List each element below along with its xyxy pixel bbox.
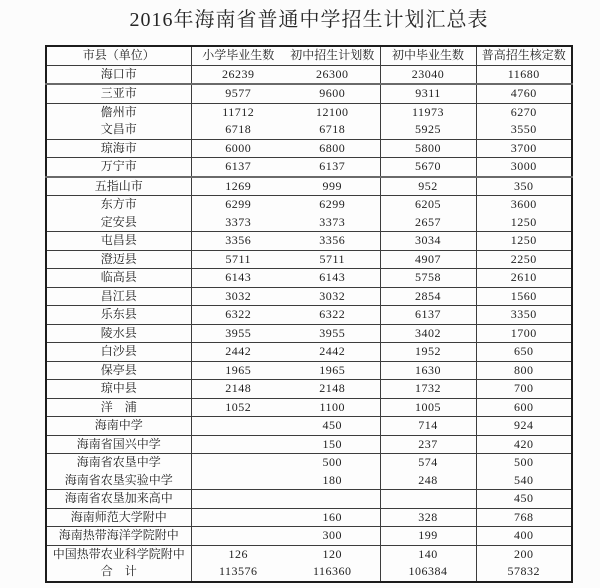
value-cell: 1965	[285, 361, 380, 380]
value-cell: 3356	[191, 232, 285, 251]
value-cell: 1732	[380, 380, 476, 399]
value-cell: 924	[476, 417, 572, 436]
table-row	[46, 250, 572, 269]
value-cell: 1052	[191, 398, 285, 417]
value-cell: 600	[476, 398, 572, 417]
table-row	[46, 269, 572, 288]
unit-cell: 合 计	[46, 563, 191, 582]
value-cell: 180	[285, 472, 380, 490]
table-row	[46, 158, 572, 177]
value-cell: 2854	[380, 287, 476, 306]
value-cell: 6322	[285, 306, 380, 325]
unit-cell: 万宁市	[46, 158, 191, 177]
value-cell: 11680	[476, 65, 572, 84]
value-cell: 160	[285, 508, 380, 527]
unit-cell: 三亚市	[46, 84, 191, 103]
value-cell: 2657	[380, 214, 476, 232]
value-cell: 26300	[285, 65, 380, 84]
value-cell	[380, 490, 476, 509]
value-cell	[191, 472, 285, 490]
page-title: 2016年海南省普通中学招生计划汇总表	[129, 9, 489, 31]
unit-cell: 中国热带农业科学院附中	[46, 545, 191, 563]
table-row	[46, 563, 572, 582]
value-cell: 350	[476, 177, 572, 196]
value-cell: 5711	[191, 250, 285, 269]
unit-cell: 儋州市	[46, 103, 191, 121]
value-cell: 3373	[191, 214, 285, 232]
value-cell: 6143	[191, 269, 285, 288]
unit-cell: 屯昌县	[46, 232, 191, 251]
value-cell: 6299	[285, 196, 380, 214]
value-cell: 9600	[285, 84, 380, 103]
table-row	[46, 232, 572, 251]
value-cell	[191, 490, 285, 509]
value-cell: 116360	[285, 563, 380, 582]
value-cell	[191, 508, 285, 527]
value-cell: 3550	[476, 121, 572, 139]
value-cell: 1005	[380, 398, 476, 417]
value-cell: 9311	[380, 84, 476, 103]
value-cell: 6143	[285, 269, 380, 288]
value-cell: 1965	[191, 361, 285, 380]
unit-cell: 五指山市	[46, 177, 191, 196]
value-cell: 6299	[225, 197, 252, 211]
value-cell: 2442	[285, 343, 380, 362]
value-cell: 2148	[285, 380, 380, 399]
unit-cell: 文昌市	[46, 121, 191, 139]
value-cell: 6718	[191, 121, 285, 139]
value-cell: 5758	[380, 269, 476, 288]
unit-cell: 海口市	[46, 65, 191, 84]
value-cell: 6137	[380, 306, 476, 325]
value-cell: 650	[476, 343, 572, 362]
value-cell	[285, 490, 380, 509]
unit-cell: 海南中学	[46, 417, 191, 436]
value-cell: 800	[476, 361, 572, 380]
value-cell: 3700	[476, 139, 572, 158]
table-row	[46, 65, 572, 84]
value-cell: 113576	[191, 563, 285, 582]
value-cell: 4760	[476, 84, 572, 103]
value-cell: 3373	[285, 214, 380, 232]
value-cell: 1630	[380, 361, 476, 380]
value-cell: 11712	[222, 104, 255, 119]
unit-cell: 陵水县	[46, 324, 191, 343]
unit-cell: 海南省农垦实验中学	[46, 472, 191, 490]
value-cell: 106384	[380, 563, 476, 582]
value-cell: 300	[285, 527, 380, 546]
unit-cell: 洋 浦	[46, 398, 191, 417]
table-body	[46, 65, 572, 582]
table-row	[46, 214, 572, 232]
value-cell: 3955	[191, 324, 285, 343]
value-cell: 150	[285, 435, 380, 454]
column-header-unit: 市县（单位）	[46, 46, 191, 65]
unit-cell: 临高县	[46, 269, 191, 288]
value-cell: 952	[380, 177, 476, 196]
value-cell: 200	[514, 546, 534, 561]
value-cell: 12100	[285, 103, 380, 121]
value-cell: 6270	[510, 104, 537, 119]
table-row	[46, 139, 572, 158]
value-cell: 6205	[380, 196, 476, 214]
value-cell: 420	[476, 435, 572, 454]
value-cell: 5670	[380, 158, 476, 177]
table-row	[46, 380, 572, 399]
value-cell	[191, 527, 285, 546]
column-header-junior-enrollment-plan: 初中招生计划数	[285, 46, 380, 65]
column-header-primary-graduates: 小学毕业生数	[191, 46, 285, 65]
value-cell: 6137	[191, 158, 285, 177]
unit-cell: 琼中县	[46, 380, 191, 399]
table-row	[46, 490, 572, 509]
value-cell: 700	[476, 380, 572, 399]
value-cell: 23040	[380, 65, 476, 84]
value-cell: 1700	[476, 324, 572, 343]
value-cell: 2250	[476, 250, 572, 269]
value-cell: 120	[285, 545, 380, 563]
value-cell: 5800	[380, 139, 476, 158]
value-cell: 1952	[380, 343, 476, 362]
value-cell: 574	[380, 454, 476, 472]
value-cell: 450	[476, 490, 572, 509]
table-row	[46, 472, 572, 490]
value-cell: 999	[285, 177, 380, 196]
table-row	[46, 324, 572, 343]
table-row	[46, 343, 572, 362]
value-cell: 1560	[476, 287, 572, 306]
column-header-senior-quota: 普高招生核定数	[476, 46, 572, 65]
value-cell: 2148	[191, 380, 285, 399]
unit-cell: 琼海市	[46, 139, 191, 158]
table-row	[46, 103, 572, 121]
value-cell: 768	[476, 508, 572, 527]
value-cell: 126	[228, 546, 248, 561]
unit-cell: 定安县	[46, 214, 191, 232]
value-cell: 1100	[285, 398, 380, 417]
value-cell: 9577	[191, 84, 285, 103]
value-cell: 5711	[285, 250, 380, 269]
value-cell: 3356	[285, 232, 380, 251]
table-row	[46, 306, 572, 325]
table-row	[46, 435, 572, 454]
table-row	[46, 121, 572, 139]
value-cell: 140	[380, 545, 476, 563]
unit-cell: 昌江县	[46, 287, 191, 306]
value-cell: 6800	[285, 139, 380, 158]
enrollment-summary-table	[45, 45, 573, 583]
value-cell: 57832	[476, 563, 572, 582]
table-row	[46, 196, 572, 214]
value-cell: 199	[380, 527, 476, 546]
value-cell: 11973	[380, 103, 476, 121]
table-row	[46, 287, 572, 306]
value-cell: 3000	[476, 158, 572, 177]
table-row	[46, 545, 572, 563]
value-cell: 3034	[380, 232, 476, 251]
value-cell: 3955	[285, 324, 380, 343]
unit-cell: 海南热带海洋学院附中	[46, 527, 191, 546]
value-cell: 26239	[191, 65, 285, 84]
value-cell: 6137	[285, 158, 380, 177]
unit-cell: 乐东县	[46, 306, 191, 325]
value-cell: 450	[285, 417, 380, 436]
column-header-junior-graduates: 初中毕业生数	[380, 46, 476, 65]
table-header-row	[46, 46, 572, 65]
table-row	[46, 177, 572, 196]
value-cell: 4907	[380, 250, 476, 269]
unit-cell: 海南省国兴中学	[46, 435, 191, 454]
value-cell: 400	[476, 527, 572, 546]
value-cell: 714	[380, 417, 476, 436]
unit-cell: 澄迈县	[46, 250, 191, 269]
value-cell: 328	[380, 508, 476, 527]
unit-cell: 东方市	[46, 196, 191, 214]
value-cell: 2610	[476, 269, 572, 288]
table-row	[46, 508, 572, 527]
table-row	[46, 84, 572, 103]
value-cell: 3600	[510, 197, 537, 211]
value-cell: 3350	[476, 306, 572, 325]
unit-cell: 海南省农垦中学	[46, 454, 191, 472]
table-row	[46, 527, 572, 546]
value-cell: 2442	[191, 343, 285, 362]
table-row	[46, 398, 572, 417]
value-cell: 500	[285, 454, 380, 472]
value-cell	[191, 417, 285, 436]
value-cell: 540	[476, 472, 572, 490]
table-row	[46, 454, 572, 472]
value-cell: 3032	[285, 287, 380, 306]
value-cell: 6322	[191, 306, 285, 325]
value-cell	[191, 435, 285, 454]
value-cell	[191, 454, 285, 472]
value-cell: 3032	[191, 287, 285, 306]
value-cell: 1269	[191, 177, 285, 196]
value-cell: 3402	[380, 324, 476, 343]
table-row	[46, 417, 572, 436]
value-cell: 237	[380, 435, 476, 454]
unit-cell: 保亭县	[46, 361, 191, 380]
value-cell: 6000	[191, 139, 285, 158]
value-cell: 1250	[476, 214, 572, 232]
unit-cell: 海南师范大学附中	[46, 508, 191, 527]
value-cell: 500	[514, 455, 534, 469]
value-cell: 5925	[380, 121, 476, 139]
value-cell: 248	[380, 472, 476, 490]
table-row	[46, 361, 572, 380]
unit-cell: 白沙县	[46, 343, 191, 362]
unit-cell: 海南省农垦加来高中	[46, 490, 191, 509]
value-cell: 6718	[285, 121, 380, 139]
value-cell: 1250	[476, 232, 572, 251]
